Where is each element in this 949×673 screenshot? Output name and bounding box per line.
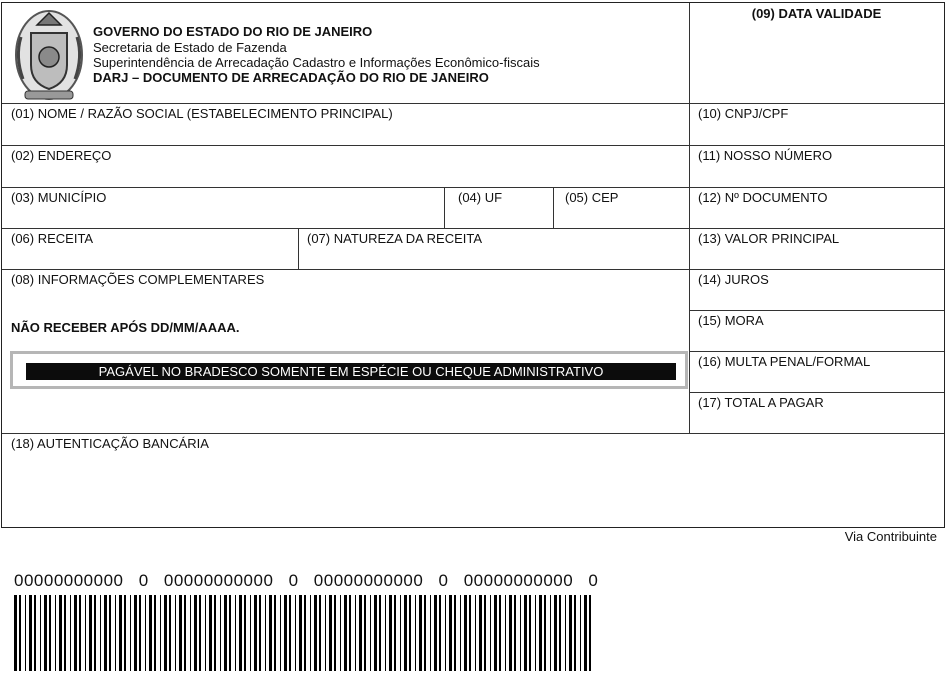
barcode-bar xyxy=(430,595,431,671)
barcode-bar xyxy=(274,595,276,671)
barcode-bar xyxy=(385,595,386,671)
barcode-bar xyxy=(514,595,516,671)
barcode-bar xyxy=(479,595,482,671)
barcode-bar xyxy=(374,595,377,671)
field-autenticacao-bancaria: (18) AUTENTICAÇÃO BANCÁRIA xyxy=(11,436,209,451)
barcode-bar xyxy=(340,595,341,671)
copy-label: Via Contribuinte xyxy=(844,529,937,544)
barcode-bar xyxy=(295,595,296,671)
barcode-bar xyxy=(464,595,467,671)
barcode-bar xyxy=(25,595,26,671)
barcode-bar xyxy=(119,595,122,671)
barcode-bar xyxy=(244,595,246,671)
barcode-bar xyxy=(449,595,452,671)
barcode-bar xyxy=(124,595,126,671)
barcode-bar xyxy=(370,595,371,671)
barcode-bar xyxy=(389,595,392,671)
barcode-bar xyxy=(299,595,302,671)
field-data-validade: (09) DATA VALIDADE xyxy=(751,6,882,21)
field-total-a-pagar: (17) TOTAL A PAGAR xyxy=(698,395,824,410)
barcode-bar xyxy=(64,595,66,671)
field-receita: (06) RECEITA xyxy=(11,231,94,246)
barcode-bar xyxy=(310,595,311,671)
barcode-bar xyxy=(220,595,221,671)
barcode-bar xyxy=(439,595,441,671)
barcode-bar xyxy=(505,595,506,671)
payment-banner: PAGÁVEL NO BRADESCO SOMENTE EM ESPÉCIE OU CHEQUE ADMINISTRATIVO xyxy=(26,363,676,380)
barcode-bar xyxy=(79,595,81,671)
barcode-bar xyxy=(209,595,212,671)
barcode-bar xyxy=(490,595,491,671)
superintendence-name: Superintendência de Arrecadação Cadastro e Informações Econômico-fiscais xyxy=(93,55,540,70)
field-natureza-receita: (07) NATUREZA DA RECEITA xyxy=(307,231,483,246)
barcode-bar xyxy=(235,595,236,671)
barcode-bar xyxy=(19,595,21,671)
barcode-bar xyxy=(509,595,512,671)
barcode-bar xyxy=(400,595,401,671)
barcode-bar xyxy=(59,595,62,671)
field-informacoes-complementares: (08) INFORMAÇÕES COMPLEMENTARES xyxy=(11,272,265,287)
barcode-bar xyxy=(344,595,347,671)
barcode-bar xyxy=(454,595,456,671)
barcode-bar xyxy=(424,595,426,671)
barcode-bar xyxy=(160,595,161,671)
barcode-bar xyxy=(284,595,287,671)
barcode-bar xyxy=(94,595,96,671)
payment-deadline-notice: NÃO RECEBER APÓS DD/MM/AAAA. xyxy=(11,320,240,335)
barcode-bar xyxy=(565,595,566,671)
field-valor-principal: (13) VALOR PRINCIPAL xyxy=(698,231,840,246)
barcode-bar xyxy=(469,595,471,671)
barcode-bar xyxy=(544,595,546,671)
barcode-bar xyxy=(100,595,101,671)
field-multa: (16) MULTA PENAL/FORMAL xyxy=(698,354,871,369)
barcode-bar xyxy=(325,595,326,671)
barcode-bar xyxy=(289,595,291,671)
barcode-bar xyxy=(259,595,261,671)
field-cnpj-cpf: (10) CNPJ/CPF xyxy=(698,106,789,121)
barcode-bar xyxy=(229,595,231,671)
barcode-bar xyxy=(40,595,41,671)
field-uf: (04) UF xyxy=(458,190,503,205)
barcode-bar xyxy=(574,595,576,671)
field-numero-documento: (12) Nº DOCUMENTO xyxy=(698,190,828,205)
barcode-bar xyxy=(130,595,131,671)
barcode-bar xyxy=(239,595,242,671)
barcode-bar xyxy=(314,595,317,671)
barcode-bar xyxy=(554,595,557,671)
barcode-bar xyxy=(199,595,201,671)
field-juros: (14) JUROS xyxy=(698,272,769,287)
barcode-bar xyxy=(175,595,176,671)
barcode-bar xyxy=(529,595,531,671)
barcode-bar xyxy=(494,595,497,671)
barcode-bar xyxy=(584,595,587,671)
barcode-bar xyxy=(520,595,521,671)
barcode-bar xyxy=(139,595,141,671)
barcode-bar xyxy=(44,595,47,671)
barcode-bar xyxy=(419,595,422,671)
barcode-bar xyxy=(149,595,152,671)
barcode-bar xyxy=(190,595,191,671)
barcode-bar xyxy=(14,595,17,671)
barcode-bar xyxy=(134,595,137,671)
barcode-bar xyxy=(524,595,527,671)
barcode-bar xyxy=(34,595,36,671)
barcode-bar xyxy=(415,595,416,671)
barcode-bar xyxy=(364,595,366,671)
darj-form xyxy=(1,2,945,528)
barcode-bar xyxy=(319,595,321,671)
secretariat-name: Secretaria de Estado de Fazenda xyxy=(93,40,287,55)
barcode-bar xyxy=(409,595,411,671)
barcode-bar xyxy=(580,595,581,671)
barcode-bar xyxy=(104,595,107,671)
field-nome-razao-social: (01) NOME / RAZÃO SOCIAL (ESTABELECIMENTO PRINCIPAL) xyxy=(11,106,393,121)
barcode-bar xyxy=(224,595,227,671)
barcode-bar xyxy=(205,595,206,671)
barcode-bar xyxy=(355,595,356,671)
barcode xyxy=(14,595,594,671)
barcode-bar xyxy=(589,595,591,671)
barcode-bar xyxy=(434,595,437,671)
barcode-bar xyxy=(85,595,86,671)
barcode-bar xyxy=(214,595,216,671)
barcode-bar xyxy=(329,595,332,671)
barcode-bar xyxy=(359,595,362,671)
barcode-bar xyxy=(499,595,501,671)
barcode-bar xyxy=(445,595,446,671)
barcode-bar xyxy=(89,595,92,671)
barcode-bar xyxy=(349,595,351,671)
barcode-bar xyxy=(569,595,572,671)
field-endereco: (02) ENDEREÇO xyxy=(11,148,112,163)
barcode-bar xyxy=(70,595,71,671)
coat-of-arms-icon xyxy=(13,7,85,103)
barcode-bar xyxy=(280,595,281,671)
barcode-bar xyxy=(109,595,111,671)
barcode-bar xyxy=(164,595,167,671)
barcode-bar xyxy=(55,595,56,671)
barcode-bar xyxy=(404,595,407,671)
barcode-bar xyxy=(484,595,486,671)
field-mora: (15) MORA xyxy=(698,313,764,328)
barcode-bar xyxy=(254,595,257,671)
barcode-bar xyxy=(115,595,116,671)
barcode-bar xyxy=(539,595,542,671)
field-cep: (05) CEP xyxy=(565,190,619,205)
barcode-bar xyxy=(475,595,476,671)
barcode-bar xyxy=(559,595,561,671)
field-nosso-numero: (11) NOSSO NÚMERO xyxy=(698,148,833,163)
field-municipio: (03) MUNICÍPIO xyxy=(11,190,107,205)
barcode-bar xyxy=(194,595,197,671)
barcode-bar xyxy=(265,595,266,671)
payment-banner-frame xyxy=(10,351,688,389)
barcode-bar xyxy=(250,595,251,671)
barcode-bar xyxy=(184,595,186,671)
barcode-bar xyxy=(154,595,156,671)
barcode-bar xyxy=(535,595,536,671)
barcode-bar xyxy=(29,595,32,671)
barcode-bar xyxy=(179,595,182,671)
document-title: DARJ – DOCUMENTO DE ARRECADAÇÃO DO RIO DE JANEIRO xyxy=(93,70,489,85)
barcode-bar xyxy=(460,595,461,671)
barcode-bar xyxy=(379,595,381,671)
barcode-bar xyxy=(74,595,77,671)
barcode-bar xyxy=(169,595,171,671)
barcode-bar xyxy=(550,595,551,671)
barcode-digit-line: 00000000000 0 00000000000 0 00000000000 0 00000000000 0 xyxy=(14,571,599,590)
barcode-bar xyxy=(49,595,51,671)
government-title: GOVERNO DO ESTADO DO RIO DE JANEIRO xyxy=(93,24,373,39)
barcode-bar xyxy=(145,595,146,671)
barcode-bar xyxy=(334,595,336,671)
barcode-bar xyxy=(269,595,272,671)
barcode-bar xyxy=(304,595,306,671)
barcode-bar xyxy=(394,595,396,671)
